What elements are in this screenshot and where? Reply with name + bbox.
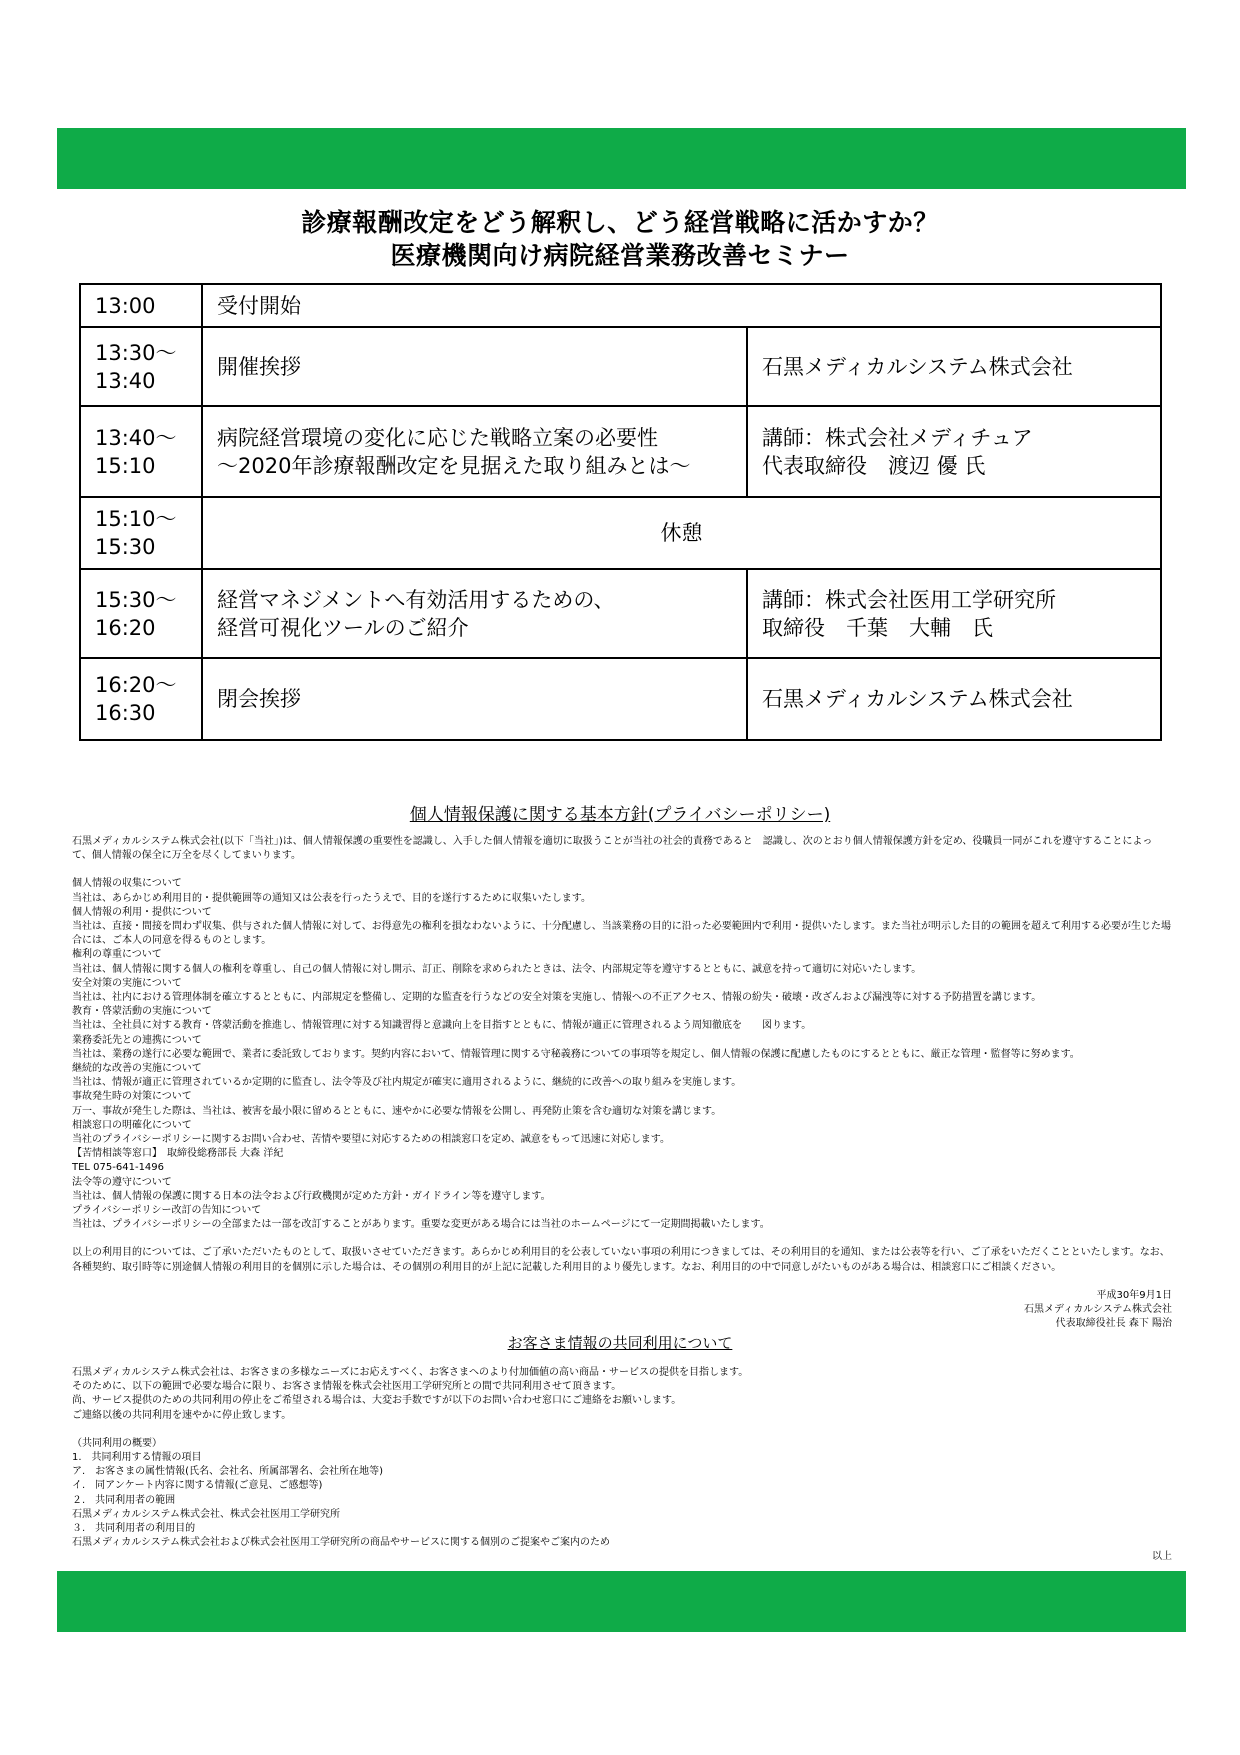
program-cell: 経営マネジメントへ有効活用するための、 経営可視化ツールのご紹介 [202, 569, 747, 658]
time-cell: 16:20～ 16:30 [80, 658, 202, 740]
privacy-item: 当社は、個人情報の保護に関する日本の法令および行政機関が定めた方針・ガイドライン等を遵守します。 [72, 1190, 551, 1202]
time-cell: 13:30～ 13:40 [80, 327, 202, 406]
program-cell: 受付開始 [202, 284, 1161, 327]
table-row [80, 406, 1161, 497]
title-line-2: 医療機関向け病院経営業務改善セミナー [390, 241, 850, 270]
joint-item: 石黒メディカルシステム株式会社および株式会社医用工学研究所の商品やサービスに関する個別のご提案やご案内のため [72, 1537, 610, 1549]
privacy-item: 権利の尊重について [72, 949, 162, 961]
program-cell: 開催挨拶 [202, 327, 747, 406]
privacy-item: 安全対策の実施について [72, 977, 182, 989]
privacy-item: 当社は、あらかじめ利用目的・提供範囲等の通知又は公表を行ったうえで、目的を遂行するために収集いたします。 [72, 892, 591, 904]
privacy-item: 当社は、個人情報に関する個人の権利を尊重し、自己の個人情報に対し開示、訂正、削除を求められたときは、法令、内部規定等を遵守するとともに、誠意を持って適切に対応いたします。 [72, 963, 922, 975]
privacy-closing: 以上の利用目的については、ご了承いただいたものとして、取扱いさせていただきます。あらかじめ利用目的を公表していない事項の利用につきましては、その利用目的を通知、または公表等を行い、ご了承をいただくことといたします。なお、各種契約、取引時等に別途個人情報の利用目的を個別に示した場合は、その個別の利用目的が上記に記載した利用目的より優先します。なお、利用目的の中で同意しがたいものがある場合は、相談窓口にご相談ください。 [72, 1247, 1170, 1273]
privacy-item: 事故発生時の対策について [72, 1091, 192, 1103]
table-row [80, 327, 1161, 406]
contact-phone: TEL 075-641-1496 [72, 1162, 165, 1174]
privacy-item: プライバシーポリシー改訂の告知について [72, 1205, 262, 1217]
time-cell: 13:00 [80, 284, 202, 327]
privacy-policy-body [72, 835, 1172, 1332]
speaker-cell: 石黒メディカルシステム株式会社 [747, 658, 1161, 740]
joint-item: ３. 共同利用者の利用目的 [72, 1523, 196, 1535]
speaker-cell: 石黒メディカルシステム株式会社 [747, 327, 1161, 406]
privacy-item: 当社のプライバシーポリシーに関するお問い合わせ、苦情や要望に対応するための相談窓口を定め、誠意をもって迅速に対応します。 [72, 1134, 670, 1146]
privacy-item: 個人情報の利用・提供について [72, 906, 212, 918]
table-row [80, 569, 1161, 658]
joint-intro-line: そのために、以下の範囲で必要な場合に限り、お客さま情報を株式会社医用工学研究所との間で共同利用させて頂きます。 [72, 1381, 622, 1393]
joint-use-title: お客さま情報の共同利用について [507, 1334, 733, 1352]
schedule-table [79, 283, 1162, 741]
table-row [80, 284, 1161, 327]
time-cell: 13:40～ 15:10 [80, 406, 202, 497]
joint-item: 石黒メディカルシステム株式会社、株式会社医用工学研究所 [72, 1508, 340, 1520]
time-cell: 15:30～ 16:20 [80, 569, 202, 658]
title-line-1: 診療報酬改定をどう解釈し、どう経営戦略に活かすか？ [301, 208, 939, 237]
policy-company: 石黒メディカルシステム株式会社 [1024, 1304, 1172, 1316]
privacy-item: 当社は、プライバシーポリシーの全部または一部を改訂することがあります。重要な変更がある場合には当社のホームページにて一定期間掲載いたします。 [72, 1219, 770, 1231]
joint-use-body [72, 1366, 1172, 1550]
seminar-title [60, 206, 1180, 272]
privacy-intro: 石黒メディカルシステム株式会社(以下「当社」)は、個人情報保護の重要性を認識し、入手した個人情報を適切に取扱うことが当社の社会的責務であると 認識し、次のとおり個人情報保護方針を定め、役職員一同がこれを遵守することによって、個人情報の保全に万全を尽くしてまいります。 [72, 836, 1153, 862]
privacy-item: 当社は、直接・間接を問わず収集、供与された個人情報に対して、お得意先の権利を損なわないように、十分配慮し、当該業務の目的に沿った必要範囲内で利用・提供いたします。また当社が明示した目的の範囲を超えて利用する必要が生じた場合には、ご本人の同意を得るものとします。 [72, 921, 1171, 947]
privacy-item: 相談窓口の明確化について [72, 1119, 192, 1131]
joint-item: ア. お客さまの属性情報(氏名、会社名、所属部署名、会社所在地等) [72, 1466, 383, 1478]
privacy-item: 個人情報の収集について [72, 878, 182, 890]
joint-intro-line: 尚、サービス提供のための共同利用の停止をご希望される場合は、大変お手数ですが以下のお問い合わせ窓口にご連絡をお願いします。 [72, 1395, 682, 1407]
joint-item: （共同利用の概要） [72, 1437, 162, 1449]
policy-representative: 代表取締役社長 森下 陽治 [1055, 1318, 1172, 1330]
program-cell: 病院経営環境の変化に応じた戦略立案の必要性 ～2020年診療報酬改定を見据えた取り組みとは～ [202, 406, 747, 497]
speaker-cell: 講師：株式会社医用工学研究所 取締役 千葉 大輔 氏 [747, 569, 1161, 658]
privacy-item: 業務委託先との連携について [72, 1034, 202, 1046]
privacy-item: 当社は、情報が適正に管理されているか定期的に監査し、法令等及び社内規定が確実に適用されるように、継続的に改善への取り組みを実施します。 [72, 1077, 742, 1089]
privacy-item: 法令等の遵守について [72, 1176, 172, 1188]
time-cell: 15:10～ 15:30 [80, 497, 202, 569]
policy-date: 平成30年9月1日 [1096, 1289, 1172, 1301]
speaker-cell: 講師：株式会社メディチュア 代表取締役 渡辺 優 氏 [747, 406, 1161, 497]
privacy-item: 教育・啓蒙活動の実施について [72, 1006, 212, 1018]
complaint-contact: 【苦情相談等窓口】 取締役総務部長 大森 洋紀 [72, 1148, 284, 1160]
privacy-item: 当社は、業務の遂行に必要な範囲で、業者に委託致しております。契約内容において、情報管理に関する守秘義務についての事項等を規定し、個人情報の保護に配慮したものにするとともに、厳正な管理・監督等に努めます。 [72, 1048, 1080, 1060]
program-cell: 閉会挨拶 [202, 658, 747, 740]
joint-intro-line: 石黒メディカルシステム株式会社は、お客さまの多様なニーズにお応えすべく、お客さまへのより付加価値の高い商品・サービスの提供を目指します。 [72, 1367, 749, 1378]
privacy-item: 万一、事故が発生した際は、当社は、被害を最小限に留めるとともに、速やかに必要な情報を公開し、再発防止策を含む適切な対策を講じます。 [72, 1105, 722, 1117]
table-row [80, 497, 1161, 569]
privacy-policy-title: 個人情報保護に関する基本方針(プライバシーポリシー) [409, 805, 831, 825]
joint-intro-line: ご連絡以後の共同利用を速やかに停止致します。 [72, 1409, 292, 1421]
privacy-item: 継続的な改善の実施について [72, 1063, 202, 1075]
top-green-band [57, 128, 1186, 189]
table-row [80, 658, 1161, 740]
joint-item: イ. 同アンケート内容に関する情報(ご意見、ご感想等) [72, 1480, 323, 1492]
joint-item: ２. 共同利用者の範囲 [72, 1494, 176, 1506]
joint-item: 1. 共同利用する情報の項目 [72, 1452, 202, 1464]
privacy-item: 当社は、社内における管理体制を確立するとともに、内部規定を整備し、定期的な監査を行うなどの安全対策を実施し、情報への不正アクセス、情報の紛失・破壊・改ざんおよび漏洩等に対する予防措置を講じます。 [72, 992, 1042, 1004]
bottom-green-band [57, 1571, 1186, 1632]
program-cell: 休憩 [202, 497, 1161, 569]
end-mark: 以上 [1152, 1551, 1172, 1562]
privacy-item: 当社は、全社員に対する教育・啓蒙活動を推進し、情報管理に対する知識習得と意識向上を目指すとともに、情報が適正に管理されるよう周知徹底を 図ります。 [72, 1020, 812, 1032]
